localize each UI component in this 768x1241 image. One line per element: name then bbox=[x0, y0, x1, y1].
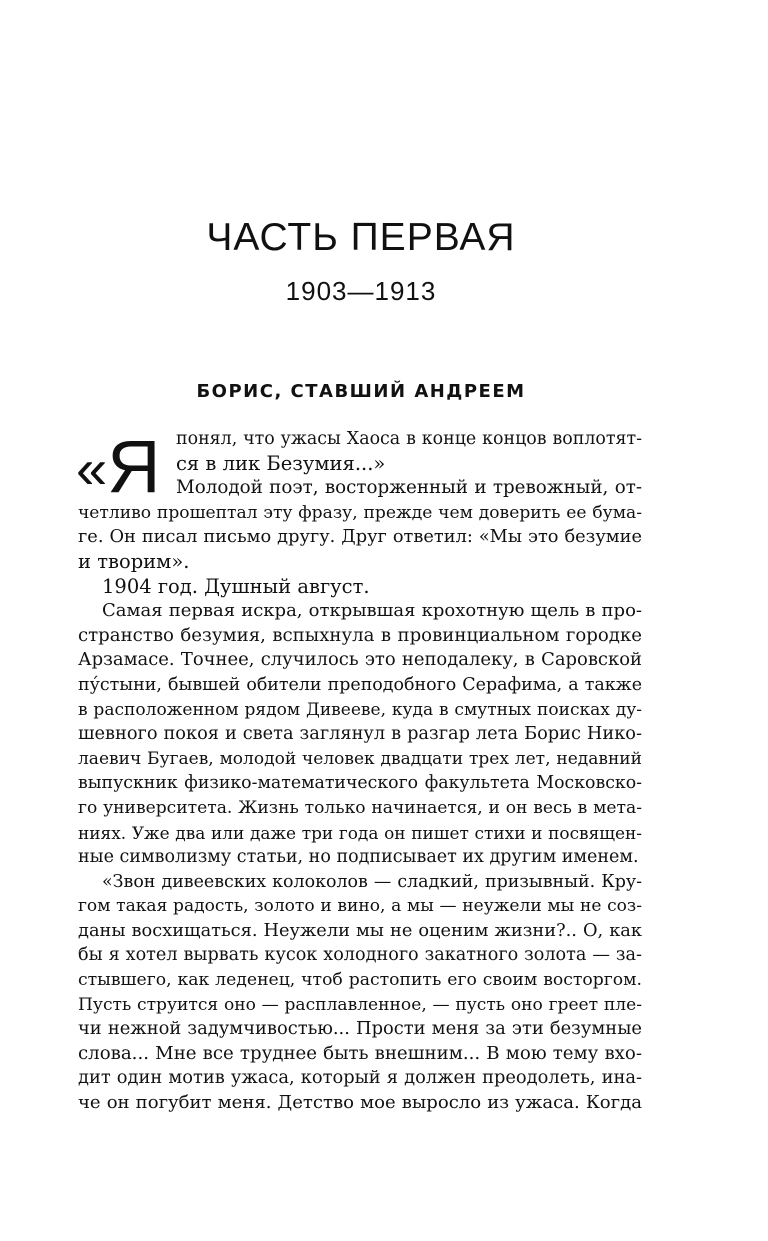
text-line: и творим». bbox=[78, 549, 190, 573]
text-line: стывшего, как леденец, чтоб растопить его своим восторгом. bbox=[78, 970, 642, 991]
text-line: Самая первая искра, открывшая крохотную щель в про- bbox=[102, 600, 642, 622]
part-title: ЧАСТЬ ПЕРВАЯ bbox=[206, 216, 516, 259]
text-line: ся в лик Безумия...» bbox=[176, 451, 386, 475]
text-line: ные символизму статьи, но подписывает их другим именем. bbox=[78, 847, 639, 868]
drop-cap-quote: « bbox=[76, 437, 108, 500]
text-line: даны восхищаться. Неужели мы не оценим жизни?.. О, как bbox=[78, 920, 642, 941]
text-line: выпускник физико-математического факультета Московско- bbox=[78, 773, 642, 794]
text-line: Пусть струится оно — расплавленное, — пусть оно греет пле- bbox=[78, 994, 642, 1015]
text-line: ниях. Уже два или даже три года он пишет стихи и посвящен- bbox=[78, 822, 642, 843]
text-line: чи нежной задумчивостью... Прости меня за эти безумные bbox=[78, 1018, 642, 1040]
text-line: в расположенном рядом Дивееве, куда в смутных поисках ду- bbox=[78, 699, 642, 720]
text-line: лаевич Бугаев, молодой человек двадцати трех лет, недавний bbox=[78, 748, 642, 769]
text-line: 1904 год. Душный август. bbox=[102, 574, 370, 598]
text-line: че он погубит меня. Детство мое выросло из ужаса. Когда bbox=[78, 1092, 642, 1114]
text-line: гом такая радость, золото и вино, а мы — неужели мы не соз- bbox=[78, 896, 642, 917]
body-text bbox=[78, 427, 642, 1116]
drop-cap-letter: Я bbox=[107, 425, 161, 508]
part-years: 1903—1913 bbox=[285, 276, 437, 306]
text-line: бы я хотел вырвать кусок холодного закатного золота — за- bbox=[78, 945, 642, 966]
chapter-title: БОРИС, СТАВШИЙ АНДРЕЕМ bbox=[196, 381, 526, 402]
text-line: слова... Мне все труднее быть внешним... В мою тему вхо- bbox=[78, 1042, 642, 1064]
text-line: Арзамасе. Точнее, случилось это неподалеку, в Саровской bbox=[78, 649, 642, 671]
text-line: ге. Он писал письмо другу. Друг ответил: «Мы это безумие bbox=[78, 527, 642, 548]
text-line: го университета. Жизнь только начинается, и он весь в мета- bbox=[78, 797, 642, 818]
text-line: пу́стыни, бывшей обители преподобного Серафима, а также bbox=[78, 674, 642, 695]
text-line: понял, что ужасы Хаоса в конце концов воплотят- bbox=[176, 429, 642, 449]
text-line: «Звон дивеевских колоколов — сладкий, призывный. Кру- bbox=[102, 871, 642, 892]
text-line: шевного покоя и света заглянул в разгар лета Борис Нико- bbox=[78, 724, 642, 745]
text-line: Молодой поэт, восторженный и тревожный, от- bbox=[176, 477, 642, 499]
text-line: четливо прошептал эту фразу, прежде чем доверить ее бума- bbox=[78, 502, 642, 523]
text-line: дит один мотив ужаса, который я должен преодолеть, ина- bbox=[78, 1067, 642, 1089]
text-line: странство безумия, вспыхнула в провинциальном городке bbox=[78, 624, 642, 646]
